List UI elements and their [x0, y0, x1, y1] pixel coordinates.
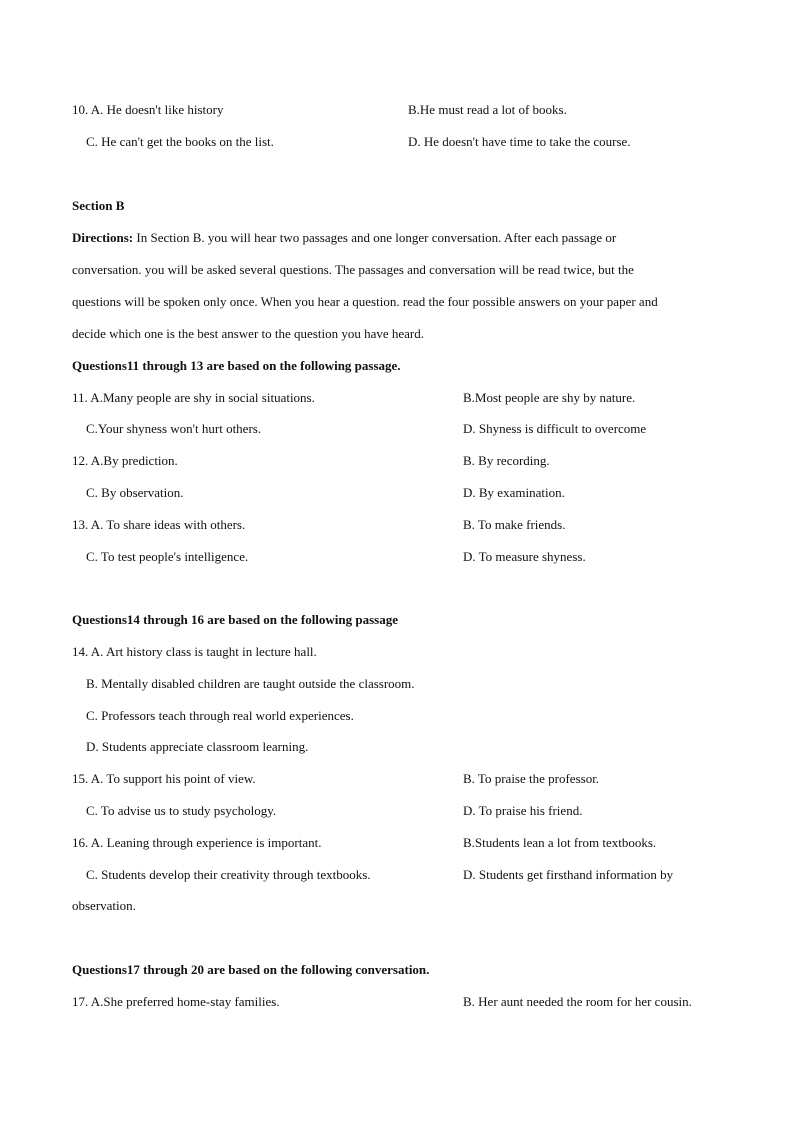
directions-line-1 [72, 230, 722, 246]
q16-option-c: C. Students develop their creativity through textbooks. [86, 867, 371, 882]
directions-line-4: decide which one is the best answer to the question you have heard. [72, 326, 424, 341]
q10-option-b: B.He must read a lot of books. [408, 102, 567, 117]
q13-option-c: C. To test people's intelligence. [86, 549, 249, 564]
q15-option-d: D. To praise his friend. [463, 803, 583, 818]
q11-option-a: 11. A.Many people are shy in social situations. [72, 390, 315, 405]
group3-heading: Questions17 through 20 are based on the following conversation. [72, 962, 430, 977]
q11-option-d: D. Shyness is difficult to overcome [463, 421, 647, 436]
q14-option-c: C. Professors teach through real world experiences. [86, 708, 354, 723]
directions-line-2: conversation. you will be asked several questions. The passages and conversation will be read twice, but the [72, 262, 634, 277]
q14-option-b: B. Mentally disabled children are taught outside the classroom. [86, 676, 415, 691]
section-b-heading: Section B [72, 198, 125, 213]
group1-heading: Questions11 through 13 are based on the following passage. [72, 358, 401, 373]
directions-text-1: In Section B. you will hear two passages and one longer conversation. After each passage or [136, 230, 617, 245]
group2-heading: Questions14 through 16 are based on the following passage [72, 612, 399, 627]
q10-option-c: C. He can't get the books on the list. [86, 134, 274, 149]
q17-option-a: 17. A.She preferred home-stay families. [72, 994, 280, 1009]
q10-option-d: D. He doesn't have time to take the course. [408, 134, 631, 149]
q12-option-b: B. By recording. [463, 453, 550, 468]
q17-option-b: B. Her aunt needed the room for her cousin. [463, 994, 692, 1009]
q16-option-b: B.Students lean a lot from textbooks. [463, 835, 657, 850]
q15-option-b: B. To praise the professor. [463, 771, 600, 786]
q14-option-d: D. Students appreciate classroom learning. [86, 739, 309, 754]
q14-option-a: 14. A. Art history class is taught in lecture hall. [72, 644, 317, 659]
q16-option-d: D. Students get firsthand information by [463, 867, 674, 882]
q11-option-b: B.Most people are shy by nature. [463, 390, 636, 405]
q10-option-a: 10. A. He doesn't like history [72, 102, 224, 117]
q12-option-d: D. By examination. [463, 485, 565, 500]
q11-option-c: C.Your shyness won't hurt others. [86, 421, 262, 436]
q15-option-c: C. To advise us to study psychology. [86, 803, 277, 818]
q13-option-a: 13. A. To share ideas with others. [72, 517, 246, 532]
q13-option-d: D. To measure shyness. [463, 549, 586, 564]
q16-option-a: 16. A. Leaning through experience is important. [72, 835, 322, 850]
directions-line-3: questions will be spoken only once. When you hear a question. read the four possible answers on your paper and [72, 294, 658, 309]
q16-option-d-continued: observation. [72, 898, 136, 913]
q15-option-a: 15. A. To support his point of view. [72, 771, 256, 786]
q13-option-b: B. To make friends. [463, 517, 566, 532]
q12-option-c: C. By observation. [86, 485, 184, 500]
q12-option-a: 12. A.By prediction. [72, 453, 178, 468]
directions-label: Directions: [72, 230, 134, 245]
